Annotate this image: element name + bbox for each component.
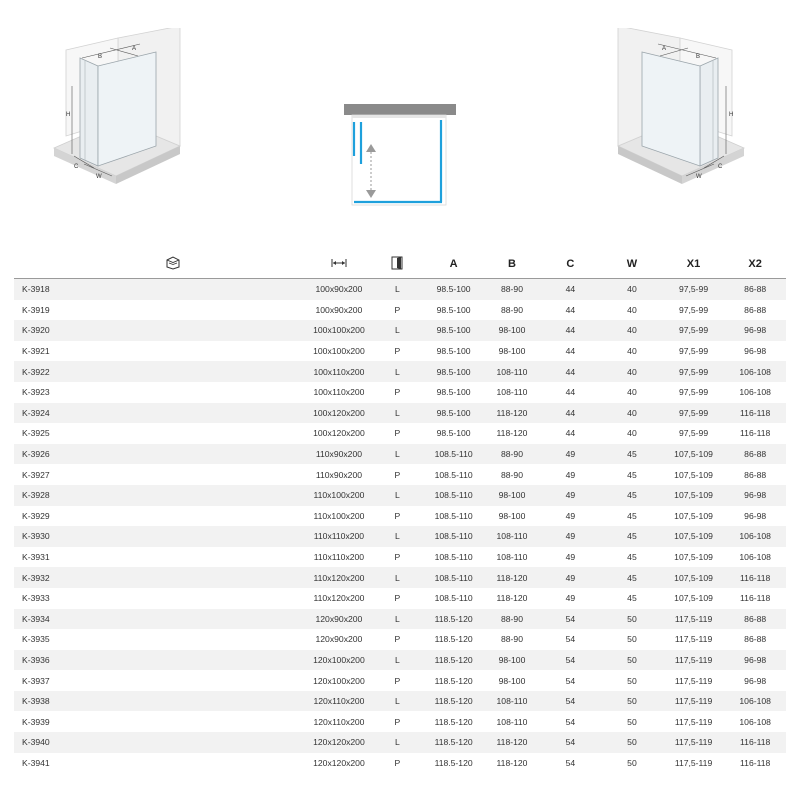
- cell-w: 45: [601, 567, 663, 588]
- cell-code: K-3935: [14, 629, 306, 650]
- cell-size: 110x90x200: [306, 464, 372, 485]
- header-a: A: [423, 250, 485, 279]
- cell-side: L: [372, 444, 423, 465]
- shower-plan-view: [342, 100, 460, 210]
- cell-w: 40: [601, 279, 663, 300]
- cell-a: 108.5-110: [423, 485, 485, 506]
- cell-x1: 97,5-99: [663, 300, 725, 321]
- cell-x2: 116-118: [724, 753, 786, 774]
- cell-side: P: [372, 423, 423, 444]
- cell-code: K-3926: [14, 444, 306, 465]
- cell-c: 54: [540, 629, 602, 650]
- cell-c: 54: [540, 691, 602, 712]
- cell-c: 54: [540, 650, 602, 671]
- table-row: [14, 691, 786, 712]
- cell-w: 50: [601, 629, 663, 650]
- cell-c: 49: [540, 485, 602, 506]
- cell-c: 54: [540, 753, 602, 774]
- cell-size: 110x110x200: [306, 547, 372, 568]
- cell-b: 98-100: [484, 670, 539, 691]
- cell-side: L: [372, 485, 423, 506]
- cell-b: 88-90: [484, 609, 539, 630]
- cell-x2: 106-108: [724, 382, 786, 403]
- cell-x1: 107,5-109: [663, 506, 725, 527]
- table-row: [14, 629, 786, 650]
- cell-code: K-3938: [14, 691, 306, 712]
- cell-x1: 117,5-119: [663, 732, 725, 753]
- table-row: [14, 382, 786, 403]
- cell-x2: 96-98: [724, 341, 786, 362]
- cell-c: 44: [540, 300, 602, 321]
- cell-a: 98.5-100: [423, 423, 485, 444]
- cell-x2: 106-108: [724, 526, 786, 547]
- cell-x2: 106-108: [724, 691, 786, 712]
- table-row: [14, 547, 786, 568]
- table-row: [14, 464, 786, 485]
- header-side: [372, 250, 423, 279]
- cell-x2: 106-108: [724, 711, 786, 732]
- cell-a: 118.5-120: [423, 670, 485, 691]
- cell-code: K-3921: [14, 341, 306, 362]
- cell-b: 108-110: [484, 361, 539, 382]
- cell-w: 50: [601, 670, 663, 691]
- spec-table: [14, 250, 786, 773]
- cell-side: P: [372, 464, 423, 485]
- cell-w: 45: [601, 547, 663, 568]
- header-x1: X1: [663, 250, 725, 279]
- cell-w: 40: [601, 300, 663, 321]
- cell-side: L: [372, 732, 423, 753]
- cell-x1: 117,5-119: [663, 691, 725, 712]
- cell-size: 120x120x200: [306, 753, 372, 774]
- cell-c: 44: [540, 403, 602, 424]
- cell-x2: 96-98: [724, 485, 786, 506]
- cell-c: 49: [540, 567, 602, 588]
- cell-x2: 116-118: [724, 567, 786, 588]
- cell-a: 118.5-120: [423, 753, 485, 774]
- cell-x2: 86-88: [724, 629, 786, 650]
- cell-code: K-3920: [14, 320, 306, 341]
- cell-b: 108-110: [484, 526, 539, 547]
- table-row: [14, 485, 786, 506]
- table-row: [14, 732, 786, 753]
- cell-x2: 86-88: [724, 279, 786, 300]
- dim-label-h: H: [66, 112, 71, 118]
- cell-w: 50: [601, 711, 663, 732]
- dim-label-h: H: [729, 112, 734, 118]
- cell-x1: 97,5-99: [663, 382, 725, 403]
- cell-x1: 97,5-99: [663, 403, 725, 424]
- cell-side: L: [372, 650, 423, 671]
- cell-x2: 116-118: [724, 732, 786, 753]
- cell-b: 108-110: [484, 691, 539, 712]
- cell-b: 98-100: [484, 506, 539, 527]
- cell-x2: 86-88: [724, 609, 786, 630]
- cell-c: 44: [540, 361, 602, 382]
- cell-side: L: [372, 279, 423, 300]
- cell-w: 50: [601, 650, 663, 671]
- cell-x1: 97,5-99: [663, 320, 725, 341]
- cell-code: K-3939: [14, 711, 306, 732]
- cell-x1: 117,5-119: [663, 753, 725, 774]
- cell-a: 98.5-100: [423, 279, 485, 300]
- cell-w: 40: [601, 320, 663, 341]
- cell-code: K-3922: [14, 361, 306, 382]
- cell-size: 100x100x200: [306, 320, 372, 341]
- cell-a: 98.5-100: [423, 300, 485, 321]
- cell-a: 118.5-120: [423, 691, 485, 712]
- table-row: [14, 403, 786, 424]
- cell-c: 49: [540, 444, 602, 465]
- cell-b: 118-120: [484, 403, 539, 424]
- header-size: [306, 250, 372, 279]
- dim-label-a: A: [662, 46, 667, 52]
- cell-code: K-3933: [14, 588, 306, 609]
- cell-c: 49: [540, 506, 602, 527]
- cell-x1: 97,5-99: [663, 361, 725, 382]
- cell-size: 120x100x200: [306, 650, 372, 671]
- cell-w: 45: [601, 526, 663, 547]
- cell-x2: 96-98: [724, 650, 786, 671]
- header-c: C: [540, 250, 602, 279]
- cell-code: K-3930: [14, 526, 306, 547]
- cell-a: 98.5-100: [423, 361, 485, 382]
- dim-label-a: A: [132, 46, 137, 52]
- cell-x2: 116-118: [724, 588, 786, 609]
- cell-w: 45: [601, 464, 663, 485]
- cell-x1: 107,5-109: [663, 547, 725, 568]
- table-row: [14, 753, 786, 774]
- table-row: [14, 320, 786, 341]
- cell-c: 44: [540, 382, 602, 403]
- cell-code: K-3929: [14, 506, 306, 527]
- cell-x2: 96-98: [724, 320, 786, 341]
- header-w: W: [601, 250, 663, 279]
- cell-size: 110x120x200: [306, 567, 372, 588]
- cell-c: 49: [540, 547, 602, 568]
- cell-x1: 107,5-109: [663, 485, 725, 506]
- table-row: [14, 711, 786, 732]
- cell-code: K-3941: [14, 753, 306, 774]
- cell-a: 108.5-110: [423, 547, 485, 568]
- cell-x2: 86-88: [724, 444, 786, 465]
- table-row: [14, 361, 786, 382]
- cell-x1: 97,5-99: [663, 423, 725, 444]
- cell-b: 118-120: [484, 423, 539, 444]
- cell-a: 118.5-120: [423, 629, 485, 650]
- cell-x1: 117,5-119: [663, 629, 725, 650]
- cell-x2: 116-118: [724, 403, 786, 424]
- cell-code: K-3937: [14, 670, 306, 691]
- cell-side: P: [372, 300, 423, 321]
- table-row: [14, 279, 786, 300]
- cell-a: 118.5-120: [423, 732, 485, 753]
- table-row: [14, 670, 786, 691]
- cell-x2: 96-98: [724, 506, 786, 527]
- cell-b: 88-90: [484, 464, 539, 485]
- table-row: [14, 300, 786, 321]
- cell-side: L: [372, 691, 423, 712]
- cell-b: 118-120: [484, 567, 539, 588]
- cell-side: P: [372, 382, 423, 403]
- cell-w: 50: [601, 609, 663, 630]
- dim-label-c: C: [718, 164, 723, 170]
- cell-c: 44: [540, 279, 602, 300]
- cell-code: K-3924: [14, 403, 306, 424]
- cell-side: P: [372, 753, 423, 774]
- cell-w: 40: [601, 341, 663, 362]
- cell-c: 49: [540, 464, 602, 485]
- cell-code: K-3932: [14, 567, 306, 588]
- cell-a: 108.5-110: [423, 506, 485, 527]
- cell-a: 108.5-110: [423, 567, 485, 588]
- cell-side: P: [372, 341, 423, 362]
- cell-a: 98.5-100: [423, 341, 485, 362]
- cell-w: 40: [601, 361, 663, 382]
- cell-size: 100x90x200: [306, 300, 372, 321]
- cell-w: 45: [601, 506, 663, 527]
- cell-side: L: [372, 526, 423, 547]
- table-row: [14, 609, 786, 630]
- table-row: [14, 588, 786, 609]
- cell-size: 120x120x200: [306, 732, 372, 753]
- shower-enclosure-left-drawing: [52, 28, 182, 188]
- cell-code: K-3931: [14, 547, 306, 568]
- cell-a: 108.5-110: [423, 464, 485, 485]
- cell-x1: 107,5-109: [663, 567, 725, 588]
- table-header-row: [14, 250, 786, 279]
- cell-c: 49: [540, 526, 602, 547]
- shower-tray-icon: [165, 256, 181, 270]
- dim-label-b: B: [696, 54, 701, 60]
- cell-side: L: [372, 567, 423, 588]
- cell-code: K-3927: [14, 464, 306, 485]
- cell-size: 120x90x200: [306, 609, 372, 630]
- cell-x1: 117,5-119: [663, 609, 725, 630]
- cell-w: 50: [601, 732, 663, 753]
- cell-b: 108-110: [484, 547, 539, 568]
- cell-size: 100x90x200: [306, 279, 372, 300]
- cell-code: K-3940: [14, 732, 306, 753]
- cell-code: K-3936: [14, 650, 306, 671]
- spec-table-body: [14, 279, 786, 774]
- cell-w: 50: [601, 691, 663, 712]
- cell-side: P: [372, 547, 423, 568]
- cell-size: 110x100x200: [306, 506, 372, 527]
- dim-label-w: W: [696, 174, 702, 180]
- cell-code: K-3925: [14, 423, 306, 444]
- table-row: [14, 341, 786, 362]
- cell-c: 54: [540, 732, 602, 753]
- dim-label-w: W: [96, 174, 102, 180]
- cell-x1: 97,5-99: [663, 341, 725, 362]
- cell-x1: 107,5-109: [663, 526, 725, 547]
- cell-a: 118.5-120: [423, 711, 485, 732]
- cell-x1: 107,5-109: [663, 464, 725, 485]
- cell-x2: 106-108: [724, 547, 786, 568]
- table-row: [14, 423, 786, 444]
- cell-side: P: [372, 588, 423, 609]
- cell-side: L: [372, 403, 423, 424]
- dim-label-b: B: [98, 54, 103, 60]
- width-arrows-icon: [331, 258, 347, 268]
- table-row: [14, 444, 786, 465]
- cell-side: P: [372, 629, 423, 650]
- cell-x2: 86-88: [724, 464, 786, 485]
- cell-c: 44: [540, 423, 602, 444]
- cell-size: 100x110x200: [306, 382, 372, 403]
- cell-b: 98-100: [484, 341, 539, 362]
- cell-w: 45: [601, 485, 663, 506]
- cell-a: 98.5-100: [423, 320, 485, 341]
- dim-label-c: C: [74, 164, 79, 170]
- cell-size: 110x100x200: [306, 485, 372, 506]
- cell-c: 44: [540, 341, 602, 362]
- cell-x2: 96-98: [724, 670, 786, 691]
- table-row: [14, 526, 786, 547]
- cell-b: 88-90: [484, 300, 539, 321]
- cell-x1: 97,5-99: [663, 279, 725, 300]
- cell-x1: 107,5-109: [663, 588, 725, 609]
- cell-a: 108.5-110: [423, 526, 485, 547]
- cell-x1: 117,5-119: [663, 711, 725, 732]
- cell-b: 98-100: [484, 320, 539, 341]
- cell-w: 40: [601, 403, 663, 424]
- table-row: [14, 567, 786, 588]
- cell-c: 54: [540, 609, 602, 630]
- cell-side: P: [372, 506, 423, 527]
- cell-x2: 116-118: [724, 423, 786, 444]
- cell-side: L: [372, 320, 423, 341]
- cell-w: 50: [601, 753, 663, 774]
- cell-b: 88-90: [484, 279, 539, 300]
- cell-b: 98-100: [484, 650, 539, 671]
- cell-side: L: [372, 609, 423, 630]
- cell-size: 100x100x200: [306, 341, 372, 362]
- cell-w: 40: [601, 382, 663, 403]
- cell-side: L: [372, 361, 423, 382]
- cell-size: 120x100x200: [306, 670, 372, 691]
- cell-w: 45: [601, 588, 663, 609]
- cell-code: K-3934: [14, 609, 306, 630]
- cell-code: K-3919: [14, 300, 306, 321]
- cell-b: 98-100: [484, 485, 539, 506]
- cell-b: 118-120: [484, 753, 539, 774]
- cell-a: 118.5-120: [423, 650, 485, 671]
- cell-a: 108.5-110: [423, 444, 485, 465]
- cell-x1: 117,5-119: [663, 650, 725, 671]
- table-row: [14, 650, 786, 671]
- cell-code: K-3918: [14, 279, 306, 300]
- cell-code: K-3923: [14, 382, 306, 403]
- cell-a: 118.5-120: [423, 609, 485, 630]
- cell-size: 120x90x200: [306, 629, 372, 650]
- cell-c: 54: [540, 670, 602, 691]
- cell-x2: 106-108: [724, 361, 786, 382]
- shower-enclosure-right-drawing: [616, 28, 746, 188]
- cell-c: 49: [540, 588, 602, 609]
- cell-a: 98.5-100: [423, 382, 485, 403]
- header-x2: X2: [724, 250, 786, 279]
- cell-size: 120x110x200: [306, 691, 372, 712]
- cell-c: 54: [540, 711, 602, 732]
- table-row: [14, 506, 786, 527]
- cell-size: 110x120x200: [306, 588, 372, 609]
- header-code: [14, 250, 306, 279]
- cell-x2: 86-88: [724, 300, 786, 321]
- door-icon: [391, 256, 403, 270]
- cell-size: 110x110x200: [306, 526, 372, 547]
- cell-size: 120x110x200: [306, 711, 372, 732]
- cell-a: 108.5-110: [423, 588, 485, 609]
- cell-size: 100x120x200: [306, 403, 372, 424]
- cell-b: 118-120: [484, 588, 539, 609]
- cell-c: 44: [540, 320, 602, 341]
- cell-b: 88-90: [484, 444, 539, 465]
- header-b: B: [484, 250, 539, 279]
- cell-x1: 107,5-109: [663, 444, 725, 465]
- cell-size: 100x110x200: [306, 361, 372, 382]
- cell-w: 45: [601, 444, 663, 465]
- cell-code: K-3928: [14, 485, 306, 506]
- cell-b: 108-110: [484, 711, 539, 732]
- cell-size: 110x90x200: [306, 444, 372, 465]
- cell-b: 118-120: [484, 732, 539, 753]
- cell-b: 108-110: [484, 382, 539, 403]
- cell-b: 88-90: [484, 629, 539, 650]
- cell-size: 100x120x200: [306, 423, 372, 444]
- cell-side: P: [372, 670, 423, 691]
- cell-side: P: [372, 711, 423, 732]
- cell-x1: 117,5-119: [663, 670, 725, 691]
- cell-a: 98.5-100: [423, 403, 485, 424]
- cell-w: 40: [601, 423, 663, 444]
